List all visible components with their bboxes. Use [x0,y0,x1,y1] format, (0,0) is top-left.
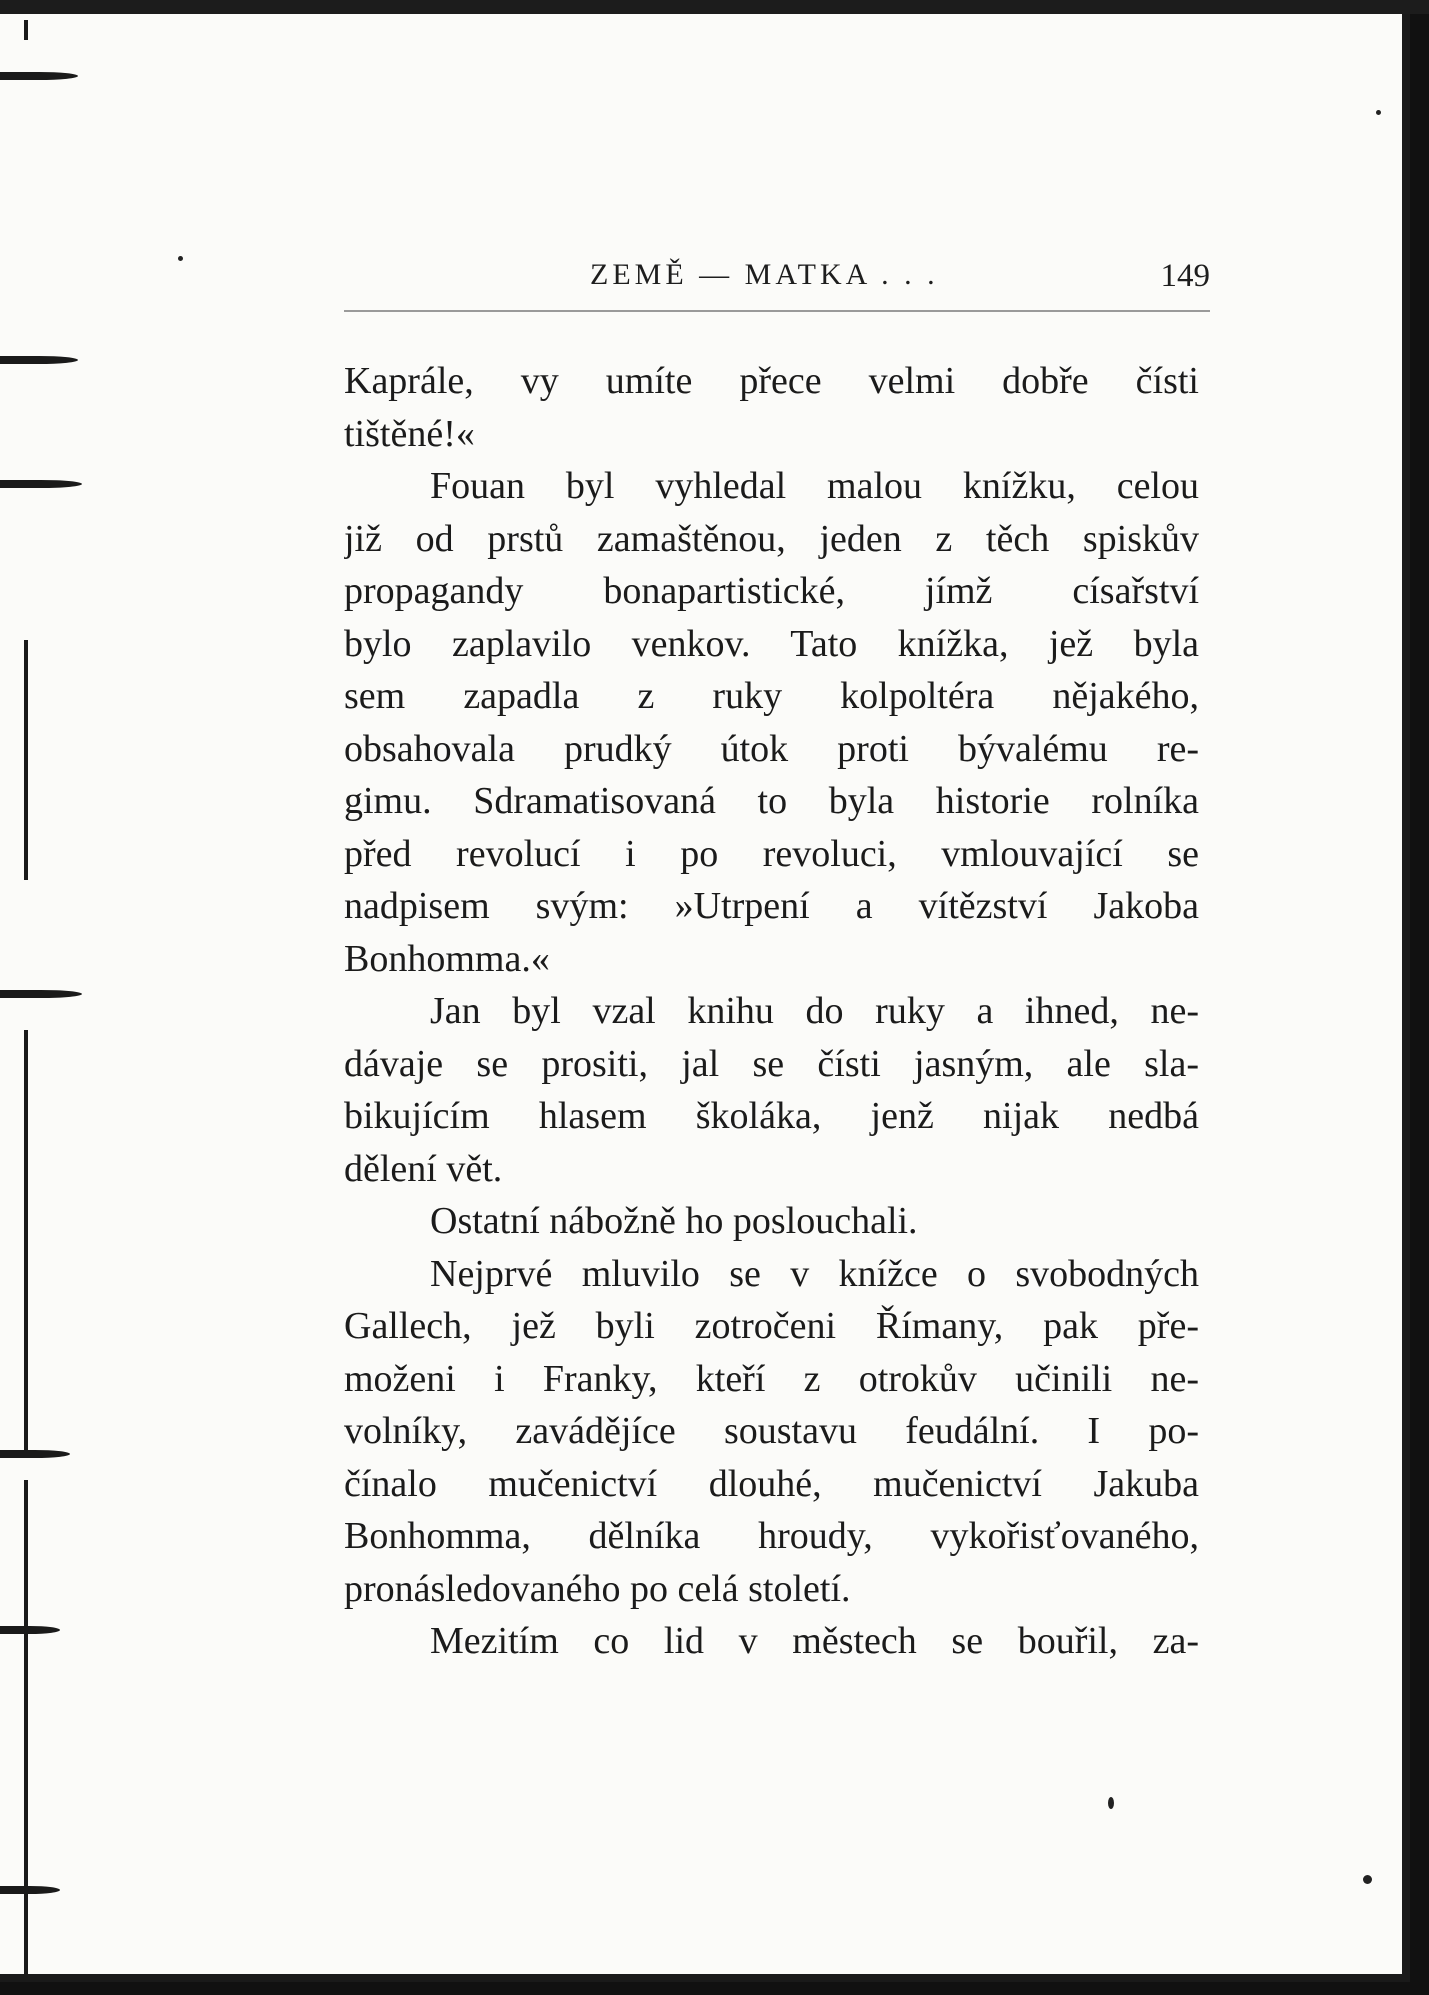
binding-stitch-line [24,1030,28,1450]
binding-mark [0,1450,70,1458]
text-line: tištěné!« [344,412,475,455]
binding-stitch-line [24,20,28,40]
text-line: nadpisem svým: »Utrpení a vítězství Jakoba [344,885,1199,927]
text-line: pronásledovaného po celá století. [344,1567,851,1610]
text-line: bylo zaplavilo venkov. Tato knížka, jež byla [344,622,1199,665]
text-line: Mezitím co lid v městech se bouřil, za- [430,1620,1199,1662]
text-line: Jan byl vzal knihu do ruky a ihned, ne- [430,990,1199,1032]
scan-speck [1363,1875,1372,1884]
text-line: volníky, zavádějíce soustavu feudální. I po- [344,1410,1199,1452]
text-line: Bonhomma, dělníka hroudy, vykořisťovaného, [344,1515,1199,1557]
scan-top-edge [0,0,1429,14]
text-line: Bonhomma.« [344,937,550,980]
binding-mark [0,990,82,998]
text-line: čínalo mučenictví dlouhé, mučenictví Jakuba [344,1462,1199,1505]
text-line: Gallech, jež byli zotročeni Římany, pak pře- [344,1305,1199,1347]
text-line: obsahovala prudký útok proti bývalému re- [344,727,1199,770]
text-line: dělení vět. [344,1147,503,1190]
binding-mark [0,1886,60,1894]
text-line: gimu. Sdramatisovaná to byla historie rolníka [344,780,1199,822]
text-line: před revolucí i po revoluci, vmlouvající se [344,832,1199,875]
binding-stitch-line [24,640,28,880]
binding-mark [0,480,82,488]
page-number: 149 [1160,258,1210,294]
text-line: moženi i Franky, kteří z otrokův učinili ne- [344,1357,1199,1400]
text-line: Fouan byl vyhledal malou knížku, celou [430,465,1199,507]
scan-speck [178,256,183,261]
running-head [344,250,1210,312]
scan-speck [1108,1797,1114,1809]
text-line: bikujícím hlasem školáka, jenž nijak nedbá [344,1095,1199,1137]
binding-stitch-line [24,1480,28,1980]
text-line: již od prstů zamaštěnou, jeden z těch spiskův [344,517,1199,560]
text-line: propagandy bonapartistické, jímž císařství [344,570,1199,612]
body-text [344,355,1199,1668]
binding-mark [0,356,78,364]
text-line: sem zapadla z ruky kolpoltéra nějakého, [344,675,1199,717]
binding-mark [0,1626,60,1634]
text-line: Ostatní nábožně ho poslouchali. [430,1200,918,1242]
scan-speck [1376,110,1381,115]
text-line: dávaje se prositi, jal se čísti jasným, ale sla- [344,1042,1199,1085]
text-line: Nejprvé mluvilo se v knížce o svobodných [430,1252,1199,1295]
binding-mark [0,72,78,80]
text-line: Kaprále, vy umíte přece velmi dobře čísti [344,360,1199,402]
chapter-title: ZEMĚ — MATKA . . . [590,258,939,291]
